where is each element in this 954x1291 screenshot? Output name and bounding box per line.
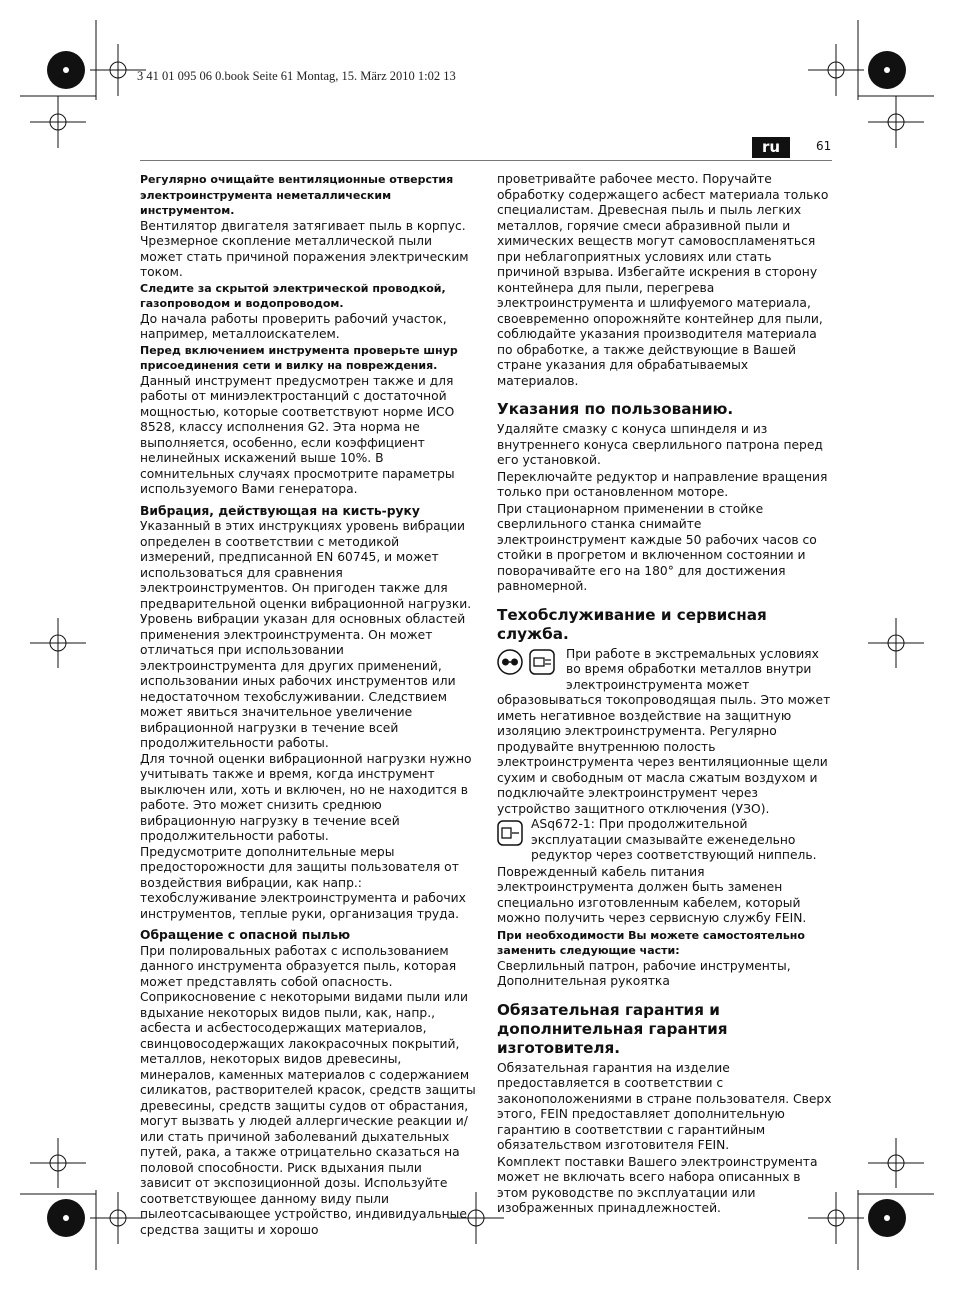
goggles-icon [497, 649, 523, 675]
dust-title: Обращение с опасной пылью [140, 928, 351, 942]
language-badge: ru [752, 137, 790, 158]
dust-text: При полировальных работах с использованием данного инструмента образуется пыль, которая может представлять собой опасность. [140, 943, 457, 989]
vibration-text: Указанный в этих инструкциях уровень вибрации определен в соответствии с методикой измерений, предписанной EN 60745, и может использоваться для сравнения электроинструментов. Он пригоден также для предварительной оценки вибрационной нагрузки. Уровень вибрации указан для основных областей применения электроинструмента. Он может отличаться при использовании электроинструмента для других применений, использовании иных рабочих инструментов или недостаточном техобслуживании. Следствием может явиться значительное увеличение вибрационной нагрузки в течение всей продолжительности работы. [140, 519, 472, 750]
wiring-warning: Следите за скрытой электрической проводкой, газопроводом и водопроводом. [140, 281, 446, 310]
service-icons [497, 649, 555, 677]
service-replace-parts: Сверлильный патрон, рабочие инструменты, Дополнительная рукоятка [497, 958, 791, 988]
dust-continuation: проветривайте рабочее место. Поручайте обработку содержащего асбест материала только специалистам. Древесная пыль и пыль легких металлов, горячие смеси абразивной пыли и химических веществ могут самовоспламеняться при неблагоприятных условиях или стать причиной взрыва. Избегайте искрения в сторону контейнера для пыли, перегрева электроинструмента и шлифуемого материала, своевременно опорожняйте контейнер для пыли, соблюдайте указания производителя материала по обработке, а также действующие в Вашей стране указания для обрабатываемых материалов. [497, 172, 829, 388]
ventilation-text: Вентилятор двигателя затягивает пыль в корпус. Чрезмерное скопление металлической пыли может стать причиной поражения электрическим током. [140, 218, 469, 279]
service-text-lead: При работе в экстремальных условиях во время обработки металлов внутри электроинструмента может [566, 646, 819, 692]
usage-text-2: Переключайте редуктор и направление вращения только при остановленном моторе. [497, 469, 828, 499]
left-column [140, 172, 476, 1238]
service-title: Техобслуживание и сервисная служба. [497, 605, 767, 643]
book-info: 3 41 01 095 06 0.book Seite 61 Montag, 15. März 2010 1:02 13 [137, 69, 456, 83]
grease-icon [497, 819, 523, 847]
warranty-title: Обязательная гарантия и дополнительная гарантия изготовителя. [497, 1000, 728, 1057]
page-number: 61 [816, 139, 832, 153]
service-text-2: ASq672-1: При продолжительной эксплуатации смазывайте еженедельно редуктор через соответствующий ниппель. [531, 817, 817, 862]
ventilation-warning: Регулярно очищайте вентиляционные отверстия электроинструмента неметаллическим инструментом. [140, 173, 454, 217]
service-icon-row [497, 647, 833, 694]
service-replace-title: При необходимости Вы можете самостоятельно заменить следующие части: [497, 928, 805, 957]
generator-text: Данный инструмент предусмотрен также и для работы от миниэлектростанций с достаточной мощностью, которые соответствуют норме ИСО 8528, классу исполнения G2. Эта норма не выполняется, особенно, если коэффициент нелинейных искажений выше 10%. В сомнительных случаях просмотрите параметры используемого Вами генератора. [140, 373, 455, 496]
vibration-text-3: Предусмотрите дополнительные меры предосторожности для защиты пользователя от воздействия вибрации, как напр.: техобслуживание электроинструмента и рабочих инструментов, теплые руки, организация труда. [140, 844, 466, 921]
warranty-text-1: Обязательная гарантия на изделие предоставляется в соответствии с законоположениями в стране пользователя. Сверх этого, FEIN предоставляет дополнительную гарантию в соответствии с гарантийным обязательством изготовителя FEIN. [497, 1060, 832, 1152]
grease-icon-row [497, 817, 833, 864]
header-rule [140, 160, 832, 161]
dust-text-2: Соприкосновение с некоторыми видами пыли или вдыхание некоторых видов пыли, как, напр., асбеста и асбестосодержащих материалов, свинцовосодержащих лакокрасочных покрытий, металлов, некоторых видов древесины, минералов, каменных материалов с содержанием силикатов, растворителей красок, средств защиты древесины, средств защиты судов от обрастания, могут вызвать у людей аллергические реакции и/или стать причиной заболеваний дыхательных путей, рака, а также отрицательно сказаться на половой способности. Риск вдыхания пыли зависит от экспозиционной дозы. Используйте соответствующее данному виду пыли пылеотсасывающее устройство, индивидуальные средства защиты и хорошо [140, 990, 476, 1237]
cord-warning: Перед включением инструмента проверьте шнур присоединения сети и вилку на повреждения. [140, 343, 458, 372]
warranty-text-2: Комплект поставки Вашего электроинструмента может не включать всего набора описанных в этом руководстве по эксплуатации или изображенных принадлежностей. [497, 1154, 818, 1215]
blow-out-icon [529, 649, 555, 675]
usage-text-3: При стационарном применении в стойке сверлильного станка снимайте электроинструмент каждые 50 рабочих часов со стойки в прогретом и включенном состоянии и поворачивайте его на 180° для достижения равномерной. [497, 501, 817, 593]
service-text-1: образовываться токопроводящая пыль. Это может иметь негативное воздействие на защитную изоляцию электроинструмента. Регулярно продувайте внутреннюю полость электроинструмента через вентиляционные щели сухим и свободным от масла сжатым воздухом и подключайте электроинструмент через устройство защитного отключения (УЗО). [497, 693, 831, 816]
usage-title: Указания по пользованию. [497, 400, 734, 418]
vibration-text-2: Для точной оценки вибрационной нагрузки нужно учитывать также и время, когда инструмент выключен или, хоть и включен, но не находится в работе. Это может снизить среднюю вибрационную нагрузку в течение всей продолжительности работы. [140, 751, 472, 843]
wiring-text: До начала работы проверить рабочий участок, например, металлоискателем. [140, 311, 447, 341]
right-column [497, 172, 833, 1217]
usage-text-1: Удаляйте смазку с конуса шпинделя и из внутреннего конуса сверлильного патрона перед его установкой. [497, 422, 823, 467]
vibration-title: Вибрация, действующая на кисть-руку [140, 503, 420, 518]
service-text-3: Поврежденный кабель питания электроинструмента должен быть заменен специально изготовленным кабелем, который можно получить через сервисную службу FEIN. [497, 864, 807, 925]
